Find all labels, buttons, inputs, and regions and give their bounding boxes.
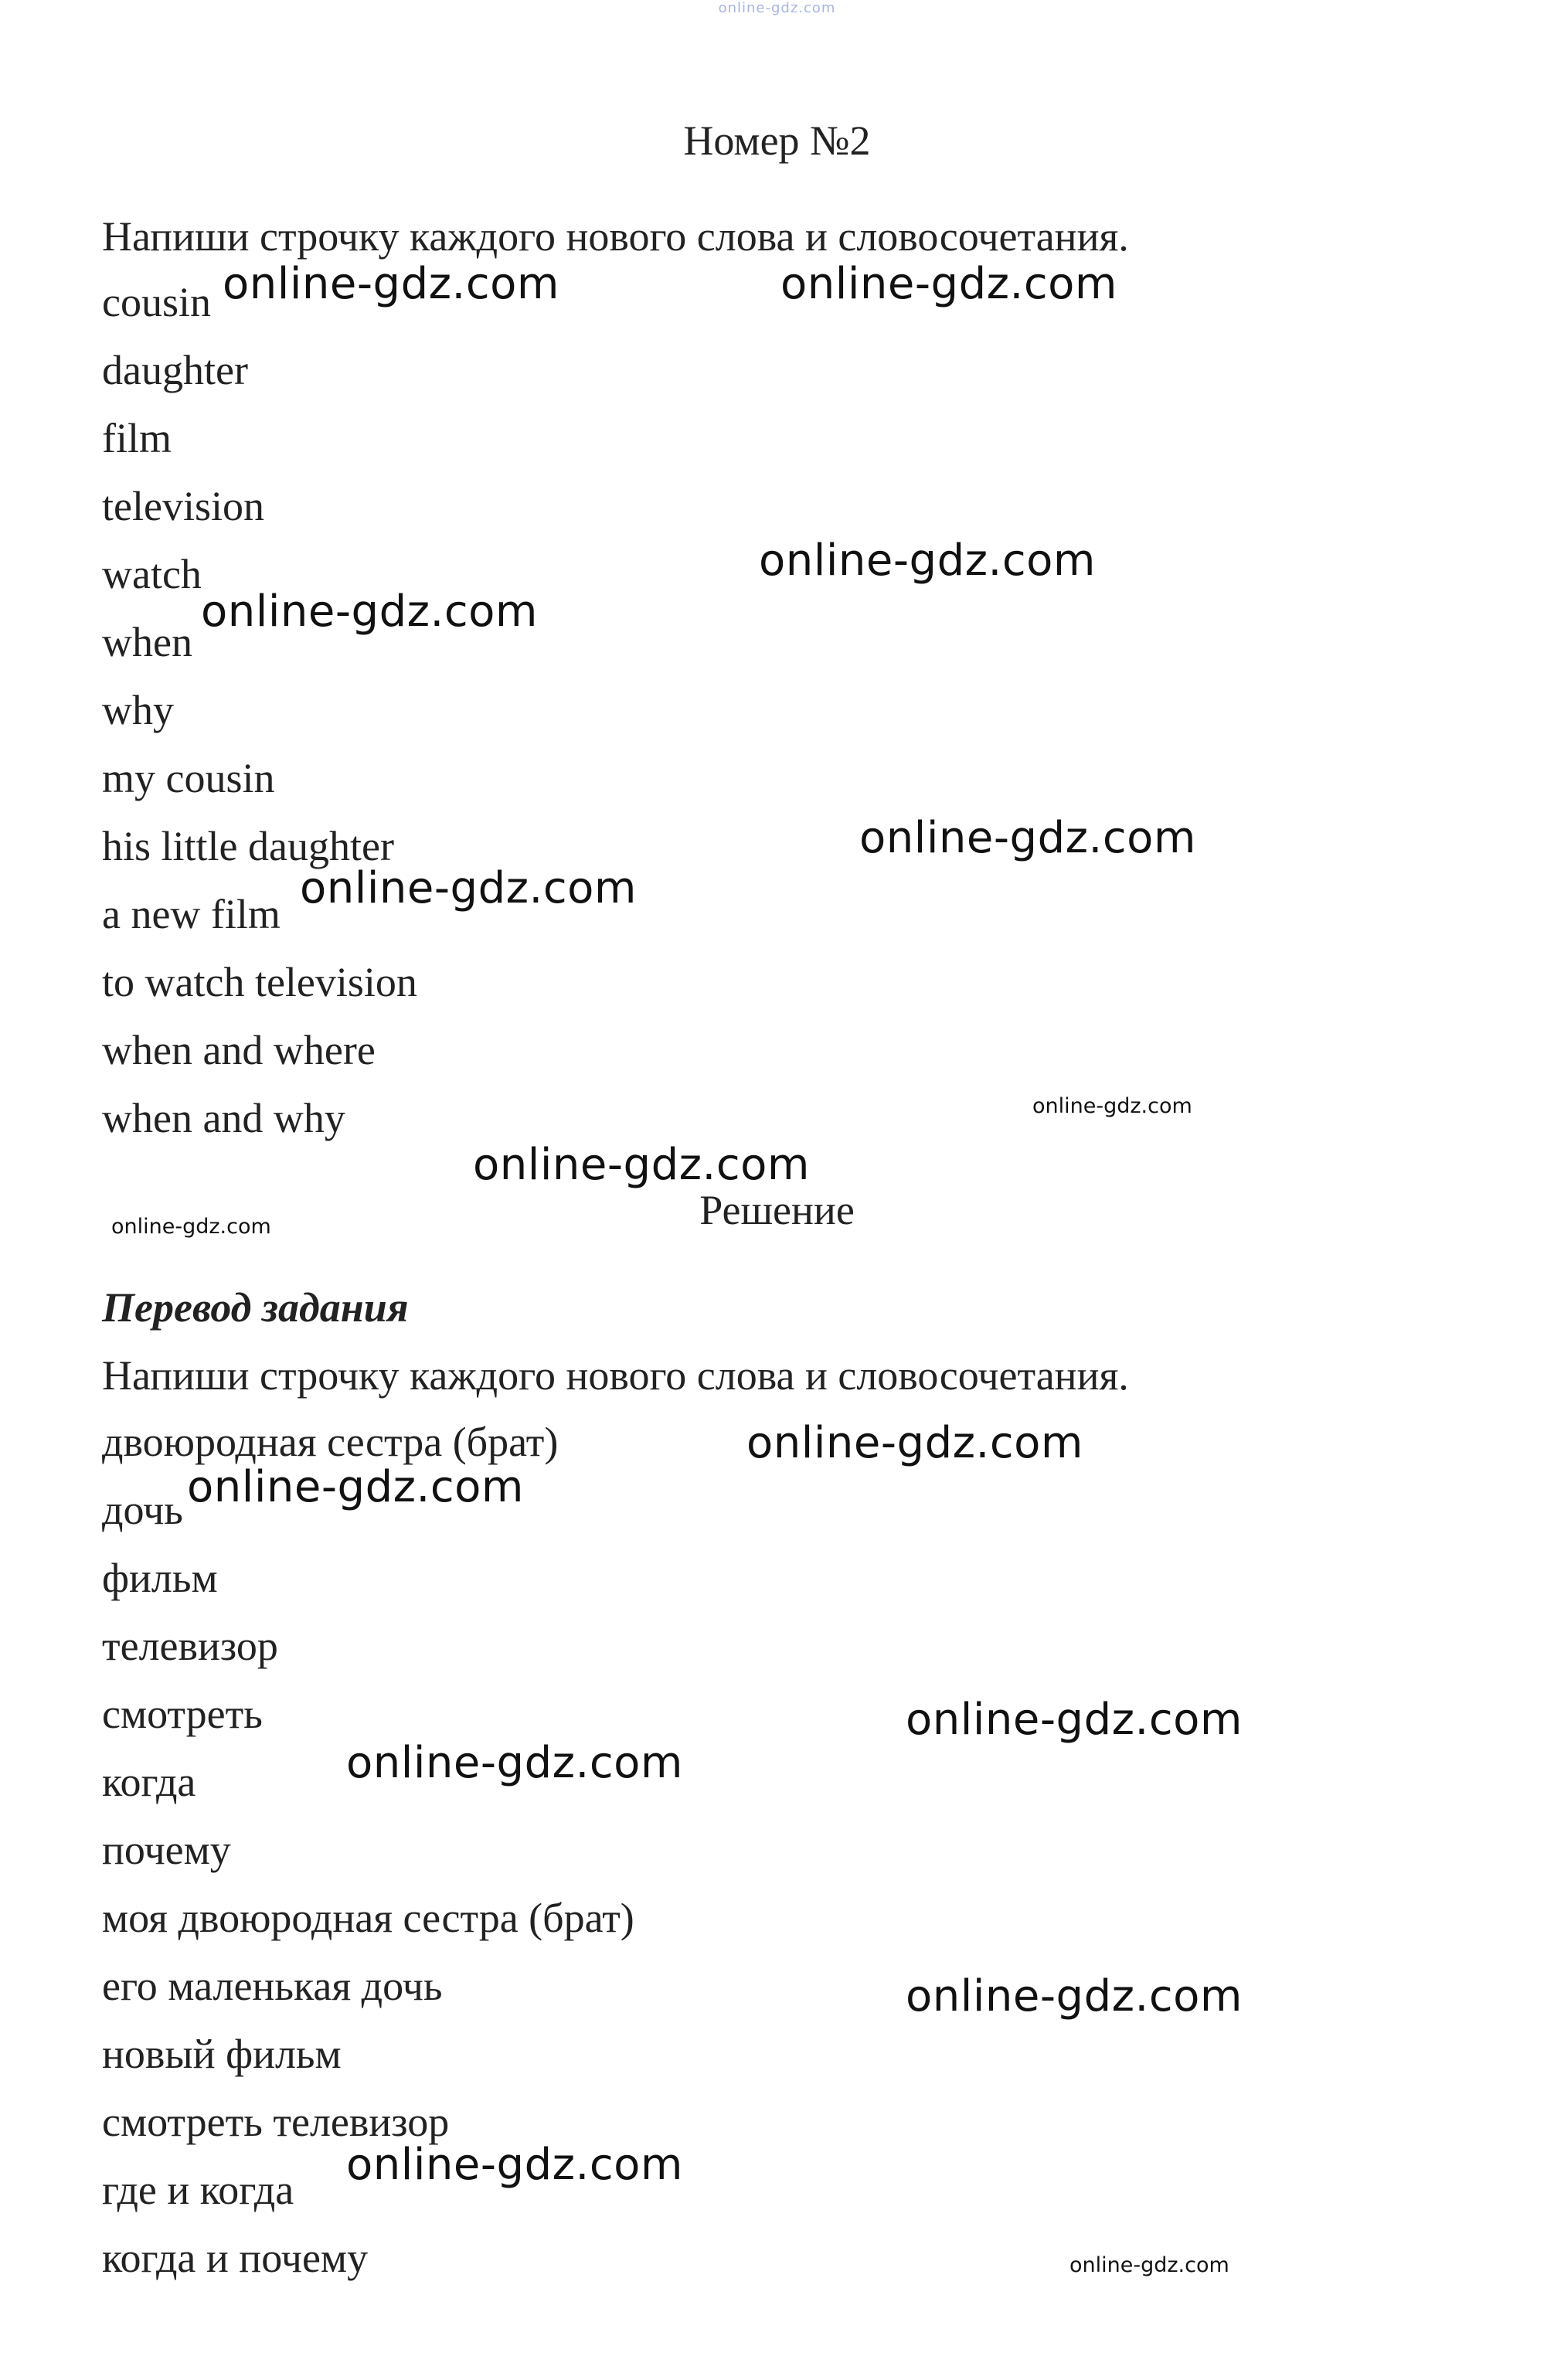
list-item: cousin xyxy=(102,279,211,325)
task-word-list xyxy=(102,268,417,1152)
list-item: его маленькая дочь xyxy=(102,1963,443,2009)
list-item: смотреть телевизор xyxy=(102,2099,450,2145)
list-item: a new film xyxy=(102,891,281,937)
watermark: online-gdz.com xyxy=(223,259,559,309)
list-item: моя двоюродная сестра (брат) xyxy=(102,1895,634,1941)
watermark: online-gdz.com xyxy=(187,1462,524,1512)
watermark: online-gdz.com xyxy=(906,1971,1243,2021)
watermark: online-gdz.com xyxy=(859,813,1196,863)
list-item: when and where xyxy=(102,1027,376,1073)
translation-heading: Перевод задания xyxy=(102,1284,409,1331)
list-item: почему xyxy=(102,1827,231,1873)
list-item: why xyxy=(102,687,174,733)
translation-instruction: Напиши строчку каждого нового слова и словосочетания. xyxy=(102,1352,1129,1399)
page-title: Номер №2 xyxy=(683,117,871,164)
list-item: дочь xyxy=(102,1487,183,1533)
list-item: смотреть xyxy=(102,1691,263,1737)
list-item: when xyxy=(102,619,192,665)
list-item: daughter xyxy=(102,347,248,393)
list-item: где и когда xyxy=(102,2167,294,2213)
watermark: online-gdz.com xyxy=(759,536,1096,586)
list-item: television xyxy=(102,483,264,529)
watermark: online-gdz.com xyxy=(111,1215,271,1239)
list-item: когда xyxy=(102,1759,196,1805)
list-item: to watch television xyxy=(102,959,417,1005)
list-item: двоюродная сестра (брат) xyxy=(102,1419,559,1465)
list-item: телевизор xyxy=(102,1623,278,1669)
task-instruction: Напиши строчку каждого нового слова и словосочетания. xyxy=(102,213,1129,260)
header-watermark: online-gdz.com xyxy=(718,0,836,16)
list-item: when and why xyxy=(102,1095,345,1141)
list-item: фильм xyxy=(102,1555,218,1601)
watermark: online-gdz.com xyxy=(473,1140,810,1190)
watermark: online-gdz.com xyxy=(780,259,1117,309)
watermark: online-gdz.com xyxy=(300,863,637,913)
watermark: online-gdz.com xyxy=(346,2140,683,2190)
watermark: online-gdz.com xyxy=(906,1695,1243,1745)
watermark: online-gdz.com xyxy=(1069,2253,1229,2277)
watermark: online-gdz.com xyxy=(201,586,538,637)
list-item: his little daughter xyxy=(102,823,394,869)
solution-label: Решение xyxy=(699,1187,855,1233)
watermark: online-gdz.com xyxy=(1032,1094,1192,1118)
list-item: my cousin xyxy=(102,755,275,801)
list-item: film xyxy=(102,415,172,461)
watermark: online-gdz.com xyxy=(746,1418,1083,1468)
list-item: watch xyxy=(102,551,202,597)
list-item: новый фильм xyxy=(102,2031,342,2077)
list-item: когда и почему xyxy=(102,2235,369,2281)
watermark: online-gdz.com xyxy=(346,1738,683,1788)
